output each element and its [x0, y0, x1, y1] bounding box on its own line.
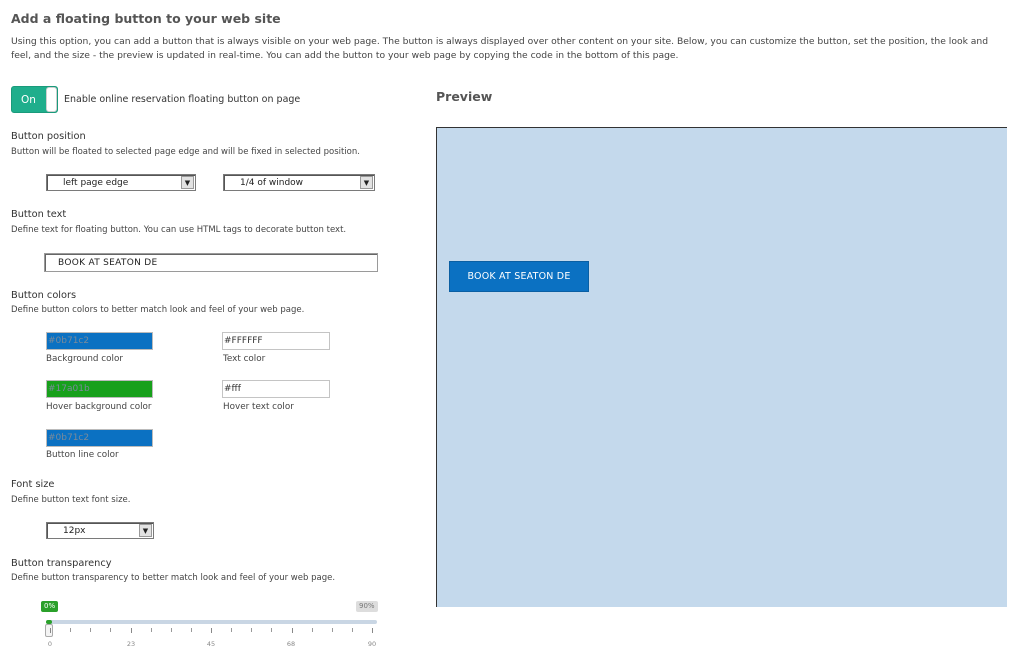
text-description: Define text for floating button. You can use HTML tags to decorate button text.	[11, 225, 347, 235]
page-edge-select[interactable]	[46, 174, 196, 191]
hover-text-color-label: Hover text color	[223, 402, 294, 412]
background-color-swatch[interactable]: #0b71c2	[46, 332, 153, 350]
background-color-label: Background color	[46, 354, 123, 364]
floating-button-preview[interactable]: BOOK AT SEATON DE	[449, 261, 589, 292]
font-size-value: 12px	[63, 526, 86, 536]
slider-tick	[50, 628, 51, 633]
tick-label: 45	[206, 640, 216, 648]
colors-heading: Button colors	[11, 290, 77, 301]
slider-tick	[251, 628, 252, 632]
chevron-down-icon: ▼	[181, 176, 194, 189]
transparency-max-badge: 90%	[356, 601, 378, 612]
position-description: Button will be floated to selected page edge and will be fixed in selected position.	[11, 147, 360, 157]
enable-label: Enable online reservation floating button on page	[64, 94, 301, 105]
toggle-state-label: On	[21, 94, 36, 106]
page-title: Add a floating button to your web site	[11, 11, 281, 26]
slider-tick	[332, 628, 333, 632]
transparency-current-badge: 0%	[41, 601, 58, 612]
slider-tick	[271, 628, 272, 632]
font-size-select[interactable]	[46, 522, 154, 539]
button-line-color-label: Button line color	[46, 450, 119, 460]
tick-label: 90	[367, 640, 377, 648]
slider-tick	[191, 628, 192, 632]
transparency-description: Define button transparency to better match look and feel of your web page.	[11, 573, 336, 583]
transparency-slider[interactable]	[46, 620, 377, 624]
slider-tick	[231, 628, 232, 632]
transparency-heading: Button transparency	[11, 558, 112, 569]
button-line-color-swatch[interactable]: #0b71c2	[46, 429, 153, 447]
preview-area	[436, 127, 1007, 607]
hover-text-color-input[interactable]	[222, 380, 330, 398]
preview-heading: Preview	[436, 89, 493, 104]
tick-label: 0	[47, 640, 53, 648]
text-color-input[interactable]	[222, 332, 330, 350]
page-edge-value: left page edge	[63, 178, 129, 188]
font-size-heading: Font size	[11, 479, 55, 490]
slider-handle[interactable]	[45, 624, 53, 637]
window-offset-value: 1/4 of window	[240, 178, 304, 188]
hover-background-color-swatch[interactable]: #17a01b	[46, 380, 153, 398]
font-size-description: Define button text font size.	[11, 495, 131, 505]
slider-tick	[211, 628, 212, 633]
slider-tick	[292, 628, 293, 633]
slider-tick	[90, 628, 91, 632]
tick-label: 23	[126, 640, 136, 648]
enable-toggle[interactable]	[11, 86, 58, 113]
colors-description: Define button colors to better match look and feel of your web page.	[11, 305, 305, 315]
slider-tick	[352, 628, 353, 632]
window-offset-select[interactable]	[223, 174, 375, 191]
slider-tick	[171, 628, 172, 632]
position-heading: Button position	[11, 131, 86, 142]
slider-tick	[372, 628, 373, 633]
hover-background-color-label: Hover background color	[46, 402, 152, 412]
tick-label: 68	[286, 640, 296, 648]
slider-tick	[131, 628, 132, 633]
text-heading: Button text	[11, 209, 67, 220]
slider-tick	[312, 628, 313, 632]
chevron-down-icon: ▼	[360, 176, 373, 189]
button-text-input[interactable]	[44, 253, 378, 272]
toggle-knob	[46, 87, 57, 112]
slider-tick	[151, 628, 152, 632]
slider-tick	[110, 628, 111, 632]
page-intro: Using this option, you can add a button that is always visible on your web page. The button is always displayed over other content on your site. Below, you can customize the button, set the position, the look and feel, and the size - the preview is updated in real-time. You can add the button to your web page by copying the code in the bottom of this page.	[11, 36, 989, 61]
text-color-label: Text color	[223, 354, 266, 364]
chevron-down-icon: ▼	[139, 524, 152, 537]
slider-tick	[70, 628, 71, 632]
